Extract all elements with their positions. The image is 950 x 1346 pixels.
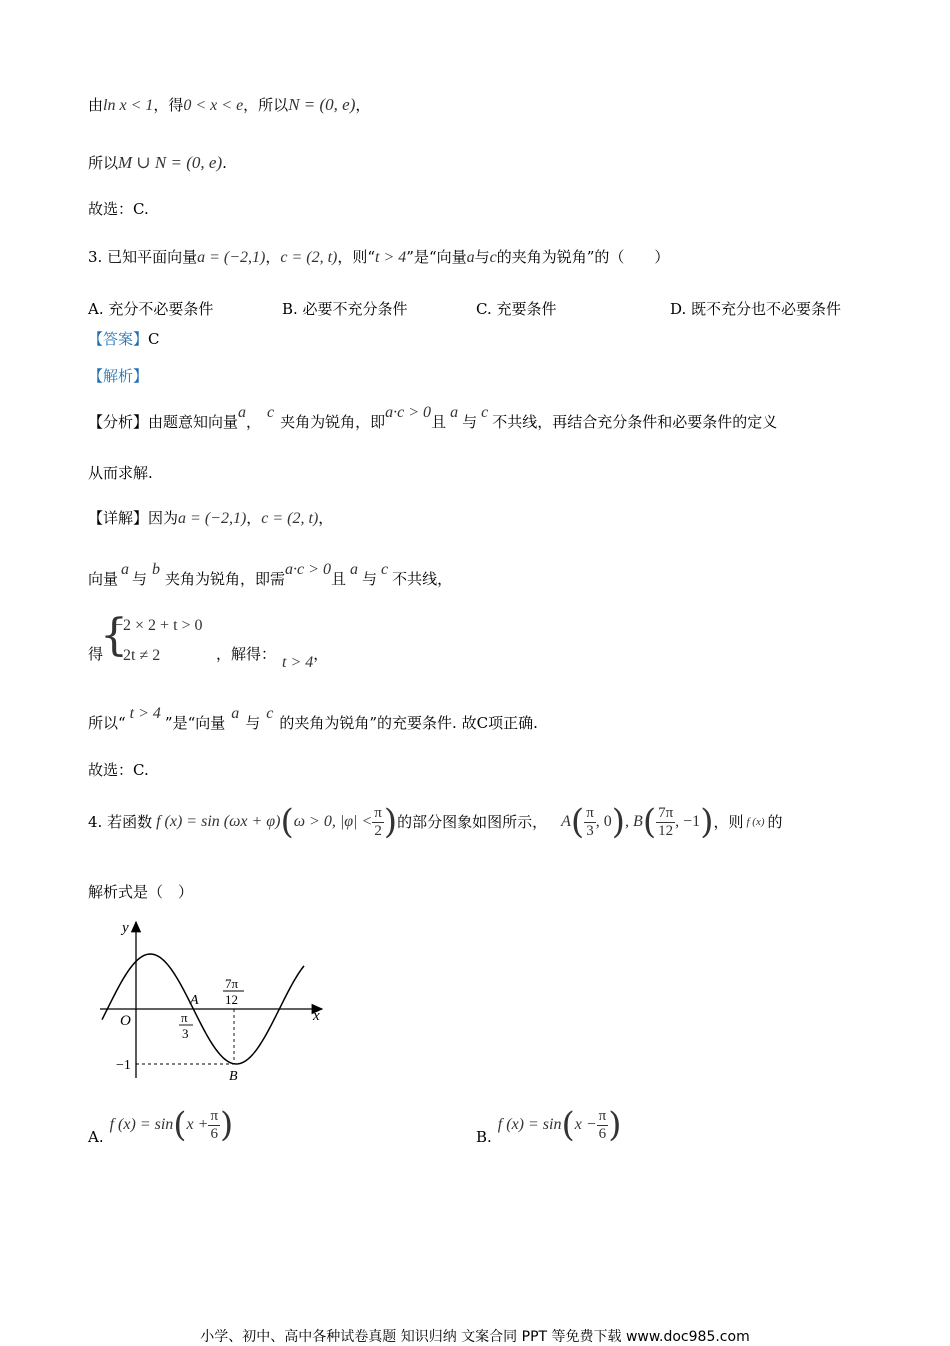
- question-3: [88, 250, 669, 266]
- text: ，: [355, 96, 371, 114]
- math-expr: a = (−2,1): [197, 249, 266, 266]
- text: 与: [245, 714, 261, 732]
- text: 的部分图象如图所示，: [397, 812, 548, 831]
- option-label: B.: [476, 1128, 492, 1146]
- math-expr: N = (0, e): [288, 95, 356, 114]
- paren-left: (: [280, 802, 294, 842]
- system-eq-1: −2 × 2 + t > 0: [114, 617, 203, 634]
- math-expr: a: [349, 561, 358, 578]
- detail-line-1: [88, 511, 333, 527]
- y-label: y: [122, 920, 129, 936]
- tick-12: 12: [225, 992, 238, 1007]
- text: ，: [246, 509, 262, 527]
- tick-7pi: 7π: [225, 976, 239, 991]
- paren-left: (: [173, 1105, 187, 1145]
- text: 不共线，: [392, 570, 453, 588]
- math-expr: a·c > 0: [285, 561, 331, 578]
- text: 且: [330, 570, 346, 588]
- math-expr: , 0: [595, 813, 612, 830]
- math-expr: f (x): [746, 815, 765, 828]
- math-expr: a = (−2,1): [178, 510, 247, 527]
- point-b-label: B: [229, 1069, 238, 1082]
- sine-graph: [96, 912, 332, 1082]
- option-a: A. 充分不必要条件: [88, 300, 214, 318]
- origin-label: O: [120, 1013, 131, 1029]
- paren-left: (: [561, 1105, 575, 1145]
- text: 的: [767, 812, 783, 831]
- paren-left: (: [570, 802, 585, 842]
- conclusion-line: [88, 705, 538, 732]
- text: ，所以: [243, 96, 289, 114]
- question-4-line-2: 解析式是（ ）: [88, 883, 194, 901]
- tick-3: 3: [182, 1026, 189, 1041]
- fraction: [597, 1108, 609, 1143]
- math-expr: a·c > 0: [385, 404, 432, 421]
- tick-pi: π: [181, 1010, 188, 1025]
- numerator: π: [586, 804, 594, 821]
- text: 与: [462, 413, 478, 431]
- math-expr: , B: [625, 813, 643, 830]
- math-expr: c: [380, 561, 389, 578]
- math-expr: c = (2, t): [280, 249, 338, 266]
- text: ，则: [713, 812, 744, 831]
- option-d: D. 既不充分也不必要条件: [670, 300, 842, 318]
- answer-label: 【答案】: [88, 330, 149, 348]
- question-4: [88, 800, 783, 844]
- detail-line-2: [88, 561, 453, 588]
- math-expr: c: [267, 404, 275, 421]
- tick-minus-1: −1: [116, 1058, 131, 1073]
- x-label: x: [313, 1008, 320, 1024]
- math-expr: a: [450, 404, 459, 421]
- text: ，得: [153, 96, 184, 114]
- paren-left: (: [642, 802, 657, 842]
- math-expr: a: [238, 404, 247, 421]
- math-expr: x −: [574, 1116, 597, 1133]
- text-line-3: 故选：C.: [88, 200, 149, 218]
- text: 的夹角为锐角”的充要条件. 故C项正确.: [279, 714, 538, 732]
- text: 所以“: [88, 714, 126, 732]
- math-expr: f (x) = sin: [109, 1116, 174, 1133]
- system-eq-2: −2t ≠ 2: [114, 647, 161, 664]
- math-expr: t > 4: [282, 654, 314, 671]
- paren-right: ): [700, 802, 714, 842]
- math-expr: , −1: [675, 813, 701, 830]
- answer-value: C: [148, 330, 160, 348]
- denominator: 3: [586, 822, 594, 839]
- text: 不共线，再结合充分条件和必要条件的定义: [492, 413, 778, 431]
- numerator: π: [598, 1107, 607, 1124]
- math-expr: f (x) = sin: [497, 1116, 562, 1133]
- analysis-label: 【解析】: [88, 367, 149, 385]
- text: 3. 已知平面向量: [88, 248, 198, 266]
- math-expr: 0 < x < e: [183, 97, 244, 114]
- math-expr: M ∪ N = (0, e): [118, 153, 223, 172]
- text: 【分析】由题意知向量: [88, 413, 239, 431]
- numerator: 7π: [658, 804, 674, 821]
- option-b: B. 必要不充分条件: [282, 300, 408, 318]
- numerator: π: [210, 1107, 219, 1124]
- math-expr: a: [121, 561, 130, 578]
- text: 的夹角为锐角”的（ ）: [496, 248, 670, 266]
- text: ”是“向量: [406, 248, 467, 266]
- text: ，: [318, 509, 334, 527]
- fraction: [208, 1108, 220, 1143]
- math-expr: c = (2, t): [261, 510, 319, 527]
- text: 向量: [88, 570, 119, 588]
- option-b-q4: [476, 1100, 621, 1150]
- fraction: [656, 805, 675, 840]
- choose-line-2: 故选：C.: [88, 761, 149, 779]
- math-expr: c: [489, 249, 497, 266]
- text: 【详解】因为: [88, 509, 179, 527]
- option-c: C. 充要条件: [476, 300, 557, 318]
- text: ”是“向量: [164, 714, 226, 732]
- text: ，: [313, 645, 329, 663]
- text: ，: [265, 248, 281, 266]
- text: 4. 若函数: [88, 812, 153, 831]
- paren-right: ): [220, 1105, 234, 1145]
- text: 与: [361, 570, 377, 588]
- math-expr: a: [466, 249, 475, 266]
- option-a-q4: [88, 1100, 233, 1150]
- denominator: 2: [374, 822, 382, 839]
- math-expr: ln x < 1: [103, 97, 154, 114]
- paren-right: ): [611, 802, 626, 842]
- text: 夹角为锐角，即需: [165, 570, 286, 588]
- math-expr: ω > 0, |φ| <: [293, 813, 373, 830]
- math-expr: f (x) = sin (ωx + φ): [156, 813, 281, 830]
- system-solve: [216, 643, 329, 671]
- point-a-label: A: [190, 993, 199, 1008]
- math-expr: t > 4: [129, 705, 161, 722]
- math-expr: c: [481, 404, 489, 421]
- paren-right: ): [608, 1105, 622, 1145]
- math-expr: b: [152, 561, 161, 578]
- denominator: 12: [658, 822, 674, 839]
- system-label: 得: [88, 645, 104, 663]
- text: .: [222, 154, 227, 172]
- analysis-line-1: [88, 404, 778, 431]
- fraction: [584, 805, 596, 840]
- numerator: π: [374, 804, 382, 821]
- text: 且: [431, 413, 447, 431]
- text-line-2: [88, 154, 227, 171]
- paren-right: ): [383, 802, 398, 842]
- footer: 小学、初中、高中各种试卷真题 知识归纳 文案合同 PPT 等免费下载 www.doc985.com: [200, 1329, 750, 1345]
- math-expr: t > 4: [375, 249, 407, 266]
- denominator: 6: [598, 1125, 607, 1142]
- math-expr: a: [231, 705, 240, 722]
- text: ，解得：: [216, 645, 277, 663]
- text: 夹角为锐角，即: [280, 413, 386, 431]
- analysis-line-2: 从而求解.: [88, 464, 153, 482]
- text: 与: [132, 570, 148, 588]
- denominator: 6: [210, 1125, 218, 1142]
- text-line-1: [88, 96, 370, 114]
- brace-icon: {: [100, 610, 128, 661]
- text: ，: [246, 413, 262, 431]
- text: 由: [88, 96, 104, 114]
- fraction: [372, 805, 384, 840]
- math-expr: A: [561, 813, 571, 830]
- math-expr: c: [266, 705, 274, 722]
- math-expr: x +: [186, 1116, 209, 1133]
- text: ，则“: [337, 248, 376, 266]
- text: 所以: [88, 154, 119, 172]
- text: 与: [474, 248, 490, 266]
- answer-line: [88, 332, 160, 347]
- option-label: A.: [88, 1128, 104, 1146]
